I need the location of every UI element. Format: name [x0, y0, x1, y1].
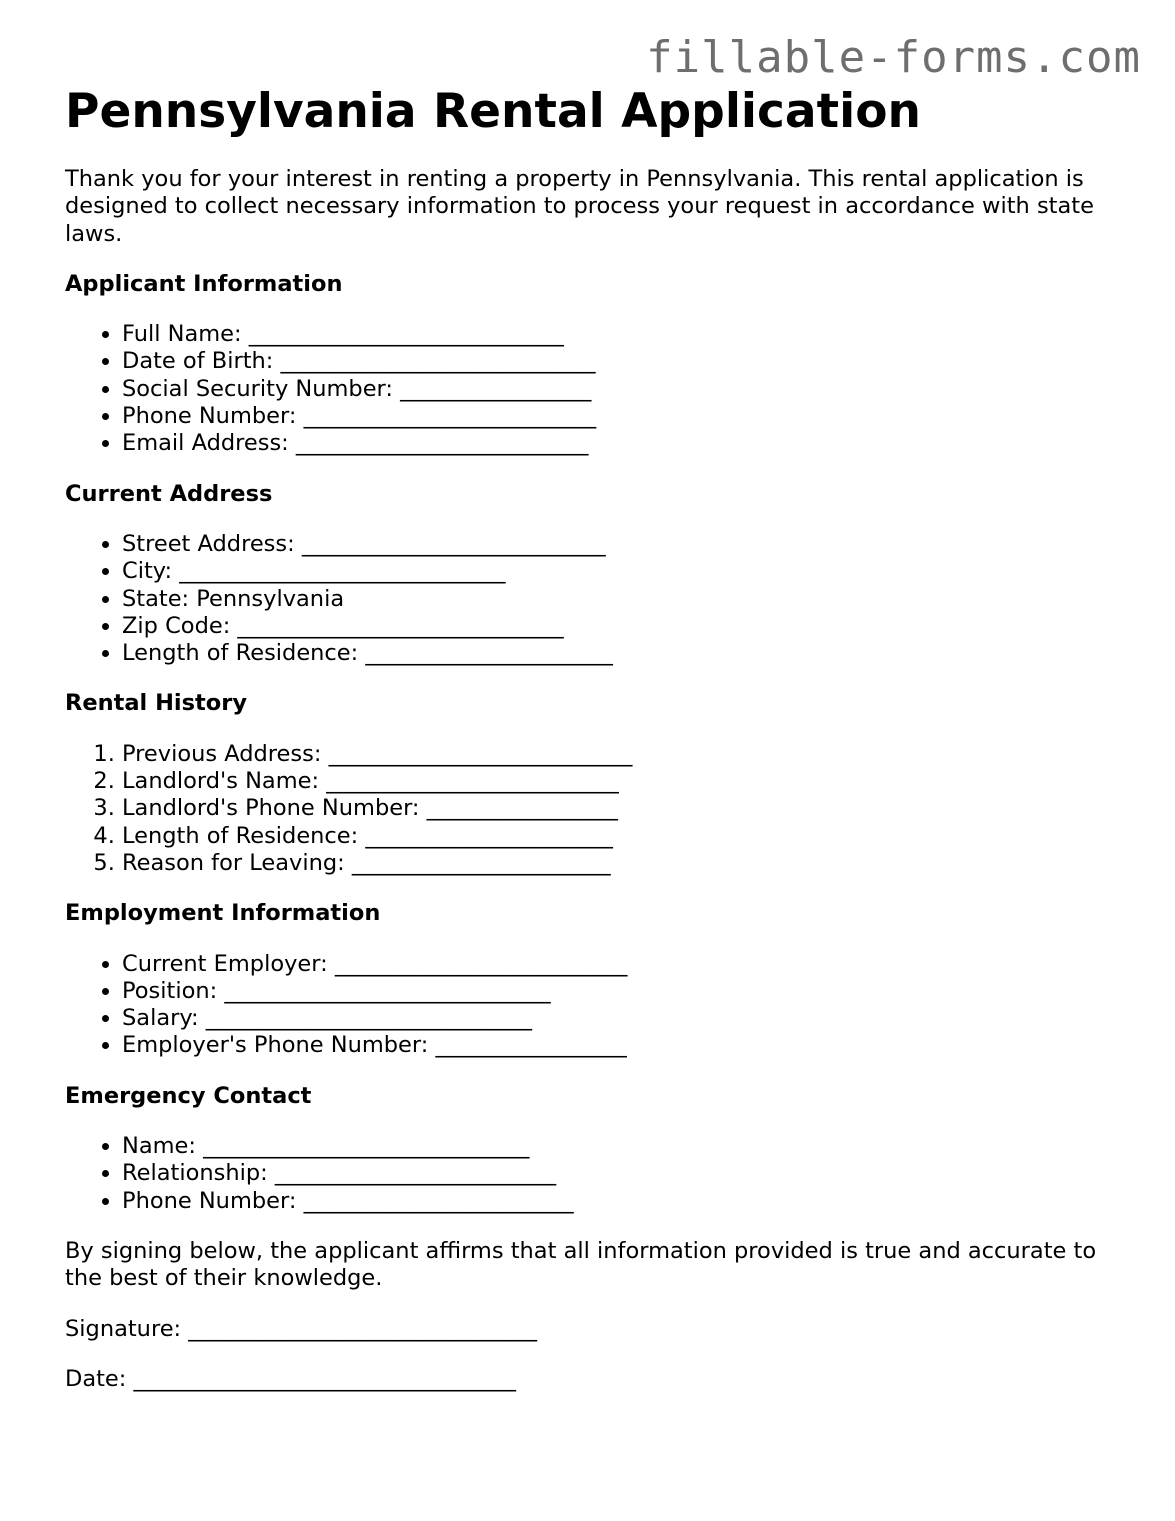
document-page — [65, 84, 1125, 1393]
field-emergency-relationship[interactable]: • Relationship: _________________________ — [122, 1160, 1125, 1187]
field-state: • State: Pennsylvania — [122, 586, 1125, 613]
section-heading-emergency: Emergency Contact — [65, 1082, 312, 1109]
field-reason-for-leaving[interactable]: 5. Reason for Leaving: _______________________ — [122, 850, 1125, 877]
field-employer-phone[interactable]: • Employer's Phone Number: _________________ — [122, 1032, 1125, 1059]
section-heading-current-address: Current Address — [65, 480, 273, 507]
page-title: Pennsylvania Rental Application — [65, 84, 921, 139]
field-current-employer[interactable]: • Current Employer: __________________________ — [122, 951, 1125, 978]
section-heading-applicant: Applicant Information — [65, 270, 343, 297]
field-zip-code[interactable]: • Zip Code: _____________________________ — [122, 613, 1125, 640]
watermark: fillable-forms.com — [646, 32, 1141, 83]
employment-fields-list — [65, 951, 1125, 1060]
field-date-of-birth[interactable]: • Date of Birth: ____________________________ — [122, 348, 1125, 375]
field-salary[interactable]: • Salary: _____________________________ — [122, 1005, 1125, 1032]
intro-paragraph: Thank you for your interest in renting a property in Pennsylvania. This rental application is designed to collect necessary information to process your request in accordance with state laws. — [65, 166, 1094, 247]
rental-history-fields-list — [65, 741, 1125, 877]
date-field[interactable]: Date: __________________________________ — [65, 1365, 517, 1392]
field-position[interactable]: • Position: _____________________________ — [122, 978, 1125, 1005]
section-heading-employment: Employment Information — [65, 900, 381, 927]
field-emergency-phone[interactable]: • Phone Number: ________________________ — [122, 1188, 1125, 1215]
field-full-name[interactable]: • Full Name: ____________________________ — [122, 321, 1125, 348]
affirmation-text: By signing below, the applicant affirms that all information provided is true and accurate to the best of their knowledge. — [65, 1237, 1097, 1292]
field-emergency-name[interactable]: • Name: _____________________________ — [122, 1133, 1125, 1160]
field-rental-length-of-residence[interactable]: 4. Length of Residence: ______________________ — [122, 823, 1125, 850]
section-heading-rental-history: Rental History — [65, 690, 247, 717]
field-street-address[interactable]: • Street Address: ___________________________ — [122, 531, 1125, 558]
current-address-fields-list — [65, 531, 1125, 667]
signature-field[interactable]: Signature: _______________________________ — [65, 1315, 538, 1342]
field-landlord-phone[interactable]: 3. Landlord's Phone Number: _________________ — [122, 795, 1125, 822]
field-ssn[interactable]: • Social Security Number: _________________ — [122, 376, 1125, 403]
field-length-of-residence[interactable]: • Length of Residence: ______________________ — [122, 640, 1125, 667]
emergency-fields-list — [65, 1133, 1125, 1215]
field-landlord-name[interactable]: 2. Landlord's Name: __________________________ — [122, 768, 1125, 795]
applicant-fields-list — [65, 321, 1125, 457]
field-city[interactable]: • City: _____________________________ — [122, 558, 1125, 585]
field-previous-address[interactable]: 1. Previous Address: ___________________________ — [122, 741, 1125, 768]
field-email-address[interactable]: • Email Address: __________________________ — [122, 430, 1125, 457]
field-phone-number[interactable]: • Phone Number: __________________________ — [122, 403, 1125, 430]
